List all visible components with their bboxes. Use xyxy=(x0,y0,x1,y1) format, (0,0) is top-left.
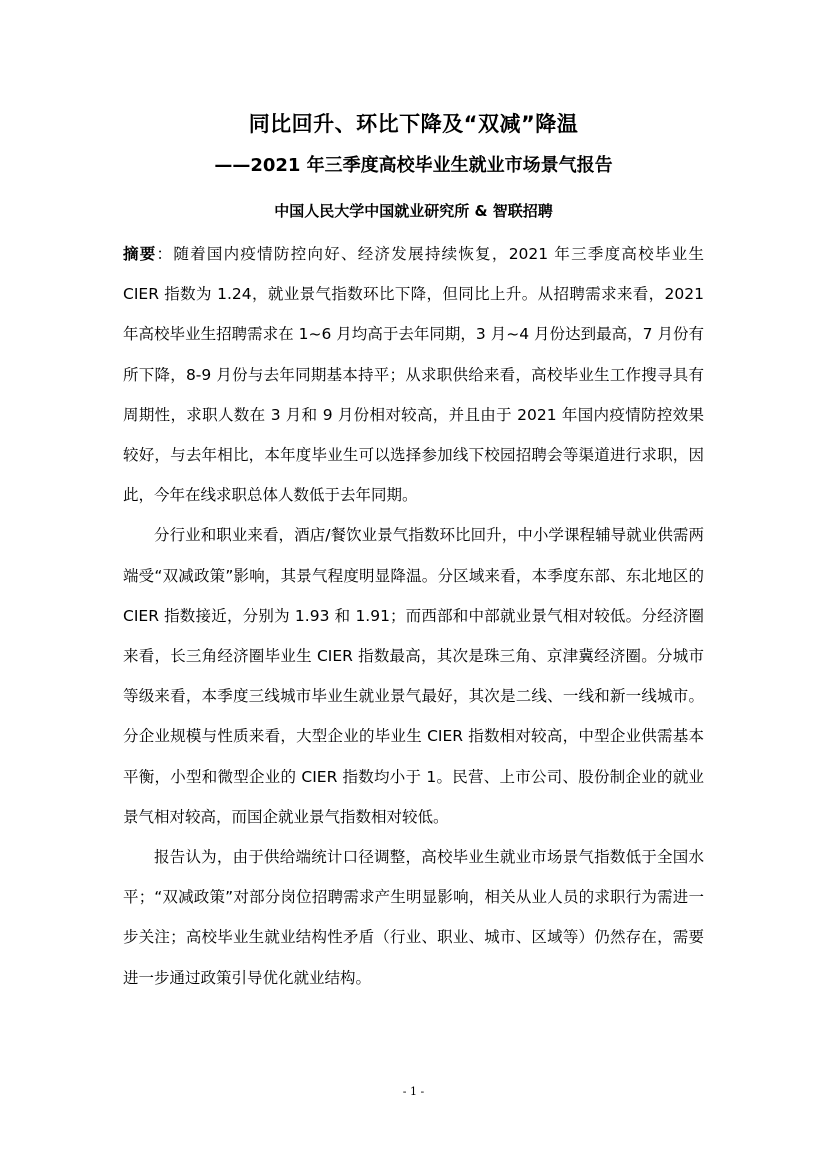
page-number: - 1 - xyxy=(402,1085,425,1098)
paragraph-conclusion: 报告认为，由于供给端统计口径调整，高校毕业生就业市场景气指数低于全国水平；“双减政策”对部分岗位招聘需求产生明显影响，相关从业人员的求职行为需进一步关注；高校毕业生就业结构性矛盾（行业、职业、城市、区域等）仍然存在，需要进一步通过政策引导优化就业结构。 xyxy=(123,848,704,987)
document-body xyxy=(123,234,704,998)
document-title: 同比回升、环比下降及“双减”降温 xyxy=(248,112,579,136)
abstract-label: 摘要 xyxy=(123,245,157,263)
document-subtitle: ——2021 年三季度高校毕业生就业市场景气报告 xyxy=(214,155,613,176)
abstract-text: ：随着国内疫情防控向好、经济发展持续恢复，2021 年三季度高校毕业生 CIER 指数为 1.24，就业景气指数环比下降，但同比上升。从招聘需求来看，2021 年高校毕业生招聘需求在 1~6 月均高于去年同期，3 月~4 月份达到最高，7 月份有所下降，8-9 月份与去年同期基本持平；从求职供给来看，高校毕业生工作搜寻具有周期性，求职人数在 3 月和 9 月份相对较高，并且由于 2021 年国内疫情防控效果较好，与去年相比，本年度毕业生可以选择参加线下校园招聘会等渠道进行求职，因此，今年在线求职总体人数低于去年同期。 xyxy=(123,245,704,505)
abstract-paragraph xyxy=(123,234,704,515)
paragraph-industry-region: 分行业和职业来看，酒店/餐饮业景气指数环比回升，中小学课程辅导就业供需两端受“双减政策”影响，其景气程度明显降温。分区域来看，本季度东部、东北地区的 CIER 指数接近，分别为 1.93 和 1.91；而西部和中部就业景气相对较低。分经济圈来看，长三角经济圈毕业生 CIER 指数最高，其次是珠三角、京津冀经济圈。分城市等级来看，本季度三线城市毕业生就业景气最好，其次是二线、一线和新一线城市。分企业规模与性质来看，大型企业的毕业生 CIER 指数相对较高，中型企业供需基本平衡，小型和微型企业的 CIER 指数均小于 1。民营、上市公司、股份制企业的就业景气相对较高，而国企就业景气指数相对较低。 xyxy=(123,526,704,826)
document-authors: 中国人民大学中国就业研究所 & 智联招聘 xyxy=(274,202,553,220)
